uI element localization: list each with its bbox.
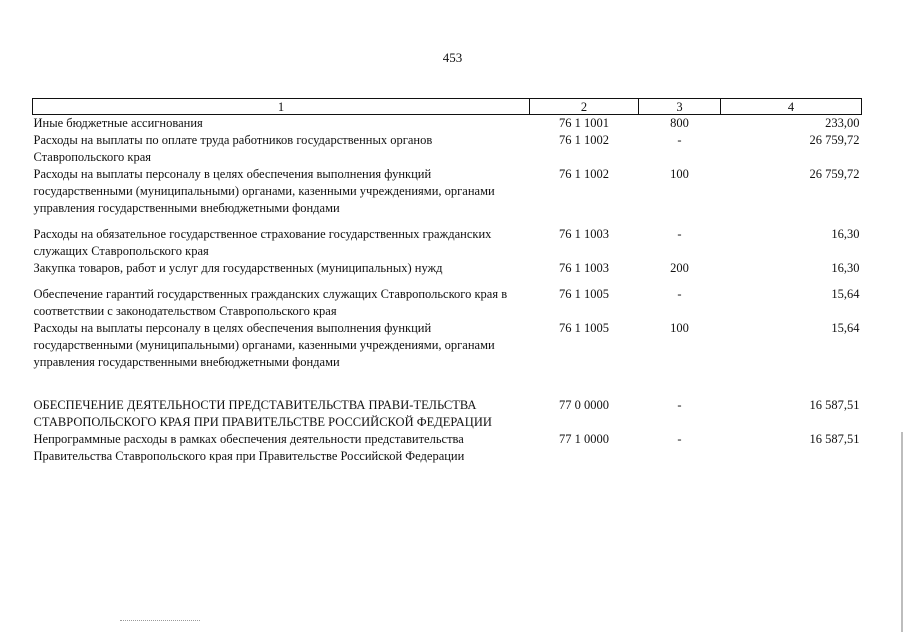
- page-number: 453: [442, 50, 463, 65]
- row-code: 76 1 1005: [559, 287, 609, 301]
- row-spacer: [33, 277, 862, 286]
- row-amount: 16,30: [831, 261, 860, 275]
- row-code: 76 1 1002: [559, 133, 609, 147]
- table-row: [33, 166, 862, 217]
- table-row: [33, 226, 862, 260]
- table-row: [33, 115, 862, 133]
- row-name: Расходы на выплаты по оплате труда работников государственных органов Ставропольского края: [33, 133, 433, 164]
- row-expense-type: -: [677, 227, 682, 241]
- row-name: Расходы на обязательное государственное страхование государственных гражданских служащих Ставропольского края: [33, 227, 492, 258]
- row-amount: 26 759,72: [809, 133, 860, 147]
- row-amount: 233,00: [825, 116, 860, 130]
- row-name: Расходы на выплаты персоналу в целях обеспечения выполнения функций государственными (муниципальными) органами, казенными учреждениями, органами управления государственными внебюджетными фондами: [33, 167, 495, 215]
- row-expense-type: 100: [670, 167, 689, 181]
- scan-edge-mark: [901, 432, 903, 632]
- row-amount: 15,64: [831, 287, 860, 301]
- table-row: [33, 260, 862, 277]
- row-name: Иные бюджетные ассигнования: [33, 116, 203, 130]
- row-amount: 16 587,51: [809, 432, 860, 446]
- column-header-1: 1: [33, 99, 530, 115]
- row-code: 76 1 1003: [559, 261, 609, 275]
- column-header-2: 2: [530, 99, 639, 115]
- budget-table: [32, 98, 862, 465]
- row-expense-type: -: [677, 398, 682, 412]
- row-code: 76 1 1003: [559, 227, 609, 241]
- row-amount: 16,30: [831, 227, 860, 241]
- row-expense-type: -: [677, 432, 682, 446]
- row-code: 76 1 1005: [559, 321, 609, 335]
- row-name: Непрограммные расходы в рамках обеспечения деятельности представительства Правительства Ставропольского края при Правительстве Российской Федерации: [33, 432, 465, 463]
- table-row: [33, 320, 862, 371]
- row-amount: 16 587,51: [809, 398, 860, 412]
- table-row: [33, 397, 862, 431]
- scan-footer-mark: [120, 620, 200, 621]
- row-expense-type: 200: [670, 261, 689, 275]
- column-header-3: 3: [639, 99, 721, 115]
- row-expense-type: 800: [670, 116, 689, 130]
- row-code: 76 1 1001: [559, 116, 609, 130]
- table-row: [33, 132, 862, 166]
- row-expense-type: 100: [670, 321, 689, 335]
- row-code: 77 1 0000: [559, 432, 609, 446]
- row-name: ОБЕСПЕЧЕНИЕ ДЕЯТЕЛЬНОСТИ ПРЕДСТАВИТЕЛЬСТВА ПРАВИ-ТЕЛЬСТВА СТАВРОПОЛЬСКОГО КРАЯ ПРИ ПРАВИТЕЛЬСТВЕ РОССИЙСКОЙ ФЕДЕРАЦИИ: [33, 398, 492, 429]
- row-amount: 26 759,72: [809, 167, 860, 181]
- row-code: 77 0 0000: [559, 398, 609, 412]
- row-name: Обеспечение гарантий государственных гражданских служащих Ставропольского края в соответствии с законодательством Ставропольского края: [33, 287, 508, 318]
- row-code: 76 1 1002: [559, 167, 609, 181]
- row-expense-type: -: [677, 133, 682, 147]
- row-spacer: [33, 217, 862, 226]
- row-amount: 15,64: [831, 321, 860, 335]
- table-row: [33, 431, 862, 465]
- table-header-row: [33, 99, 862, 115]
- row-name: Закупка товаров, работ и услуг для государственных (муниципальных) нужд: [33, 261, 443, 275]
- row-name: Расходы на выплаты персоналу в целях обеспечения выполнения функций государственными (муниципальными) органами, казенными учреждениями, органами управления государственными внебюджетными фондами: [33, 321, 495, 369]
- row-expense-type: -: [677, 287, 682, 301]
- row-spacer: [33, 371, 862, 397]
- table-row: [33, 286, 862, 320]
- column-header-4: 4: [721, 99, 862, 115]
